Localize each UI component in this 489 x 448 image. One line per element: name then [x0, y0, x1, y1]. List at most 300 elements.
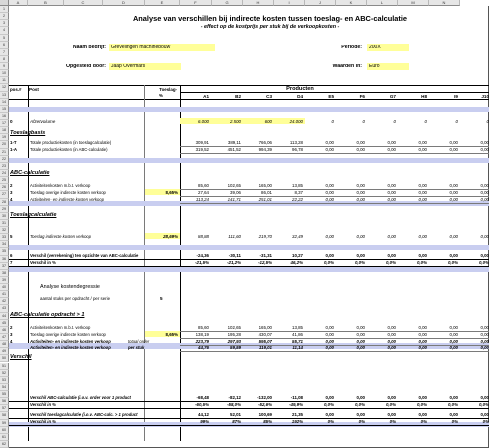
- row-header[interactable]: 7: [0, 49, 9, 56]
- verschil-pos: 6: [10, 253, 13, 258]
- column-header-f[interactable]: F: [180, 0, 212, 6]
- verschil-pos: 7: [10, 260, 13, 265]
- toeslag-cell: 111,60: [228, 234, 241, 239]
- abc-opdracht-label: Activiteiten- en indirecte kosten verkoop: [30, 339, 111, 344]
- verschil-cell: 0,00: [387, 253, 396, 258]
- row-header[interactable]: 42: [0, 298, 9, 305]
- toeslag-cell: 219,70: [258, 234, 272, 239]
- row-header[interactable]: 58: [0, 412, 9, 419]
- afzetvolume-cell: 6.000: [198, 119, 209, 124]
- row-header[interactable]: 13: [0, 92, 9, 99]
- verschil-bottom-cell: 0%: [358, 419, 365, 424]
- row-header[interactable]: 54: [0, 384, 9, 391]
- product-header-c3: C3: [266, 94, 272, 99]
- abc-cell: 0,00: [449, 190, 458, 195]
- column-header-d[interactable]: D: [103, 0, 145, 6]
- abc-opdracht-cell: 59,59: [230, 345, 241, 350]
- column-header-c[interactable]: C: [64, 0, 103, 6]
- abc-opdracht-cell: 0,00: [325, 332, 334, 337]
- abc-opdracht-cell: 0,00: [418, 332, 427, 337]
- verschil-cell: 0,00: [356, 253, 365, 258]
- verschil-bottom-cell: 0,00: [356, 395, 365, 400]
- abc-cell: 0,00: [480, 197, 489, 202]
- abc-opdracht-cell: 0,00: [418, 345, 427, 350]
- verschil-bottom-cell: 0,00: [480, 395, 489, 400]
- abc-opdracht-pos: 2: [10, 325, 13, 330]
- toeslagbasis-cell: 319,52: [195, 147, 209, 152]
- afzetvolume-cell: 0: [393, 119, 396, 124]
- stuks-value: 5: [160, 296, 163, 301]
- abc-opdracht-cell: 85,60: [198, 325, 209, 330]
- abc-opdracht-cell: 0,00: [449, 332, 458, 337]
- abc-opdracht-cell: 0,00: [356, 325, 365, 330]
- abc-cell: 0,00: [325, 197, 334, 202]
- row-border: [180, 153, 489, 154]
- abc-cell: 0,00: [387, 197, 396, 202]
- row-header[interactable]: 37: [0, 263, 9, 270]
- abc-opdracht-cell: 13,85: [292, 325, 303, 330]
- abc-cell: 13,85: [292, 183, 303, 188]
- abc-cell: 85,60: [198, 183, 209, 188]
- verschil-bottom-cell: 0,00: [325, 412, 334, 417]
- abc-opdracht-cell: 430,07: [258, 332, 272, 337]
- row-header[interactable]: 38: [0, 270, 9, 277]
- afzetvolume-cell: 0: [331, 119, 334, 124]
- column-header-i[interactable]: I: [274, 0, 305, 6]
- opgesteld-label: Opgesteld door:: [65, 64, 106, 69]
- toeslagbasis-cell: 766,06: [258, 140, 272, 145]
- verschil-bottom-cell: 0,00: [480, 412, 489, 417]
- toeslagbasis-cell: 451,52: [227, 147, 241, 152]
- row-header[interactable]: 35: [0, 248, 9, 255]
- abc-opdracht-cell: 0,00: [418, 339, 427, 344]
- verschil-bottom-cell: 100,69: [258, 412, 272, 417]
- abc-opdracht-cell: 55,71: [292, 339, 303, 344]
- abc-cell: 0,00: [356, 183, 365, 188]
- abc-opdracht-cell: 0,00: [480, 339, 489, 344]
- verschil-bottom-cell: 0,00: [449, 395, 458, 400]
- verschil-bottom-cell: -11,08: [290, 395, 303, 400]
- bedrijf-label: Naam bedrijf:: [72, 45, 106, 50]
- verschil-bottom-cell: -49,9%: [289, 402, 303, 407]
- abc-opdracht-pos: 3: [10, 332, 13, 337]
- abc-opdracht-pos: 4: [10, 339, 13, 344]
- afzetvolume-cell: 0: [362, 119, 365, 124]
- toeslag-unit: %: [159, 93, 163, 98]
- row-header[interactable]: 60: [0, 427, 9, 434]
- abc-opdracht-cell: 297,93: [227, 339, 241, 344]
- row-header[interactable]: 18: [0, 127, 9, 134]
- abc-cell: 0,00: [449, 183, 458, 188]
- verschil-cell: 46,2%: [290, 260, 303, 265]
- verschil-bottom-cell: 0,0%: [385, 402, 396, 407]
- abc-opdracht-cell: 0,00: [449, 345, 458, 350]
- verschil-cell: 0,00: [480, 253, 489, 258]
- verschil-bottom-cell: -68,48: [196, 395, 209, 400]
- row-header[interactable]: 27: [0, 191, 9, 198]
- toeslagbasis-cell: 309,91: [195, 140, 209, 145]
- afzetvolume-cell: 0: [424, 119, 427, 124]
- band-row: [9, 158, 489, 163]
- verschil-bottom-cell: 0,00: [418, 395, 427, 400]
- abc-cell: 0,00: [325, 183, 334, 188]
- abc-cell: 0,00: [418, 197, 427, 202]
- toeslag-cell: 88,88: [198, 234, 209, 239]
- toeslagbasis-cell: 0,00: [480, 147, 489, 152]
- column-header-a[interactable]: A: [9, 0, 28, 6]
- abc-label: Activiteiten- en indirecte kosten verkoop: [30, 197, 105, 202]
- column-header-m[interactable]: M: [398, 0, 429, 6]
- toeslag-cell: 0,00: [356, 234, 365, 239]
- band-row: [9, 245, 489, 250]
- abc-opdracht-cell: 102,65: [227, 325, 241, 330]
- verschil-bottom-cell: 0,00: [387, 412, 396, 417]
- verschil-bottom-label: Verschil ABC-calculatie (i.o.v. order voor 1 product: [30, 395, 131, 400]
- abc-label: Toeslag overige indirecte kosten verkoop: [30, 190, 106, 195]
- row-border: [9, 408, 489, 409]
- abc-opdracht-cell: 0,00: [449, 325, 458, 330]
- abc-opdracht-extra: per stuk: [128, 345, 145, 350]
- verschil-cell: 0,0%: [354, 260, 365, 265]
- waarden-label: Waarden in:: [332, 64, 362, 69]
- row-header[interactable]: 4: [0, 27, 9, 34]
- abc-cell: 0,00: [449, 197, 458, 202]
- row-header[interactable]: 52: [0, 370, 9, 377]
- abc-cell: 0,00: [387, 190, 396, 195]
- abc-opdracht-cell: 0,00: [449, 339, 458, 344]
- abc-opdracht-cell: 0,00: [418, 325, 427, 330]
- abc-cell: 0,00: [480, 183, 489, 188]
- verschil-cell: -21,5%: [195, 260, 209, 265]
- abc-cell: 0,00: [418, 183, 427, 188]
- abc-cell: 39,06: [230, 190, 241, 195]
- band-row: [9, 267, 489, 272]
- abc-label: Activiteitenkosten m.b.t. verkoop: [30, 183, 91, 188]
- section-toeslag: Toeslagcalculatie: [10, 212, 57, 218]
- abc-cell: 251,01: [258, 197, 272, 202]
- verschil-bottom-label: Verschil in %: [30, 419, 56, 424]
- verschil-bottom-cell: 0,0%: [447, 402, 458, 407]
- opgesteld-value: Jaap Overmars: [111, 64, 146, 69]
- abc-opdracht-cell: 595,07: [258, 339, 272, 344]
- verschil-cell: 0,00: [418, 253, 427, 258]
- abc-opdracht-label: Toeslag overige indirecte kosten verkoop: [30, 332, 106, 337]
- abc-opdracht-cell: 0,00: [387, 339, 396, 344]
- row-header[interactable]: 2: [0, 13, 9, 20]
- producten-underline: [180, 92, 489, 93]
- verschil-bottom-cell: -58,0%: [227, 402, 241, 407]
- abc-cell: 8,37: [294, 190, 303, 195]
- verschil-bottom-cell: 0,0%: [323, 402, 334, 407]
- row-header[interactable]: 49: [0, 348, 9, 355]
- abc-cell: 22,22: [292, 197, 303, 202]
- row-header[interactable]: 34: [0, 241, 9, 248]
- row-header[interactable]: 62: [0, 441, 9, 448]
- row-header[interactable]: 29: [0, 206, 9, 213]
- row-header[interactable]: 21: [0, 149, 9, 156]
- row-header[interactable]: 8: [0, 56, 9, 63]
- row-header[interactable]: 61: [0, 434, 9, 441]
- row-header[interactable]: 23: [0, 163, 9, 170]
- verschil-bottom-cell: 0,00: [449, 412, 458, 417]
- page-subtitle: - effect op de kostprijs per stuk bij de verkoopkosten -: [200, 24, 340, 30]
- abc-opdracht-cell: 44,76: [198, 345, 209, 350]
- row-header[interactable]: 6: [0, 42, 9, 49]
- section-verschil: Verschil: [10, 354, 32, 360]
- verschil-bottom-cell: -82,12: [228, 395, 241, 400]
- column-header-h[interactable]: H: [243, 0, 274, 6]
- abc-cell: 27,64: [198, 190, 209, 195]
- abc-cell: 0,00: [480, 190, 489, 195]
- row-header[interactable]: 51: [0, 363, 9, 370]
- toeslagbasis-label: Totale productiekosten (in ABC-calculatie): [30, 147, 108, 152]
- row-header[interactable]: 48: [0, 341, 9, 348]
- verschil-bottom-cell: 0,00: [356, 412, 365, 417]
- pos-header: pos.#: [10, 87, 22, 92]
- abc-cell: 0,00: [356, 197, 365, 202]
- verschil-cell: 10,27: [292, 253, 303, 258]
- abc-opdracht-cell: 0,00: [356, 345, 365, 350]
- row-header[interactable]: 46: [0, 327, 9, 334]
- abc-cell: 113,24: [195, 197, 209, 202]
- row-header[interactable]: 25: [0, 177, 9, 184]
- abc-opdracht-cell: 223,79: [195, 339, 209, 344]
- toeslagbasis-cell: 0,00: [449, 147, 458, 152]
- toeslag-label: Toeslag indirecte kosten verkoop: [30, 234, 92, 239]
- row-header[interactable]: 43: [0, 305, 9, 312]
- abc-opdracht-cell: 138,19: [195, 332, 209, 337]
- abc-opdracht-cell: 0,00: [387, 332, 396, 337]
- toeslag-cell: 32,49: [292, 234, 303, 239]
- toeslagbasis-cell: 0,00: [325, 147, 334, 152]
- section-toeslagbasis: Toeslagbasis: [10, 130, 46, 136]
- toeslag-cell: 0,00: [480, 234, 489, 239]
- row-header[interactable]: 9: [0, 63, 9, 70]
- row-header[interactable]: 3: [0, 20, 9, 27]
- toeslagbasis-cell: 389,11: [227, 140, 241, 145]
- abc-opdracht-cell: 165,00: [258, 325, 272, 330]
- row-header[interactable]: 47: [0, 334, 9, 341]
- row-header[interactable]: 17: [0, 120, 9, 127]
- toeslagbasis-cell: 994,39: [258, 147, 272, 152]
- abc-opdracht-cell: 0,00: [356, 339, 365, 344]
- verschil-bottom-cell: 0,0%: [416, 402, 427, 407]
- row-header[interactable]: 44: [0, 313, 9, 320]
- abc-opdracht-cell: 0,00: [356, 332, 365, 337]
- verschil-bottom-cell: 0,00: [387, 395, 396, 400]
- row-border: [9, 425, 489, 426]
- product-header-f6: F6: [359, 94, 365, 99]
- row-header[interactable]: 50: [0, 355, 9, 362]
- band-row: [9, 107, 489, 112]
- row-header[interactable]: 33: [0, 234, 9, 241]
- abc-opdracht-cell: 0,00: [325, 325, 334, 330]
- abc-cell: 0,00: [325, 190, 334, 195]
- row-header[interactable]: 22: [0, 156, 9, 163]
- row-header[interactable]: 1: [0, 6, 9, 13]
- row-header[interactable]: 59: [0, 420, 9, 427]
- row-header[interactable]: 28: [0, 199, 9, 206]
- row-header[interactable]: 14: [0, 99, 9, 106]
- afzetvolume-label: Afzetvolume: [30, 119, 56, 124]
- row-header[interactable]: 11: [0, 77, 9, 84]
- verschil-bottom-cell: 0,0%: [478, 402, 489, 407]
- toeslag-cell: 0,00: [387, 234, 396, 239]
- abc-opdracht-cell: 195,28: [227, 332, 241, 337]
- row-header[interactable]: 12: [0, 84, 9, 91]
- row-header[interactable]: 32: [0, 227, 9, 234]
- abc-opdracht-cell: 0,00: [480, 332, 489, 337]
- toeslagbasis-cell: 113,28: [289, 140, 303, 145]
- toeslagbasis-cell: 0,00: [387, 140, 396, 145]
- verschil-bottom-cell: 52,01: [230, 412, 241, 417]
- row-header[interactable]: 15: [0, 106, 9, 113]
- row-header[interactable]: 26: [0, 184, 9, 191]
- verschil-bottom-cell: 87%: [232, 419, 241, 424]
- product-header-h8: H8: [421, 94, 427, 99]
- row-header[interactable]: 16: [0, 113, 9, 120]
- row-border: [180, 351, 489, 352]
- header-top-border: [9, 85, 489, 86]
- verschil-bottom-cell: 0%: [482, 419, 489, 424]
- abc-opdracht-label: Activiteiten- en indirecte kosten verkoop: [30, 345, 111, 350]
- row-header[interactable]: 40: [0, 284, 9, 291]
- verschil-cell: -30,11: [228, 253, 241, 258]
- afzetvolume-cell: 24.000: [289, 119, 303, 124]
- toeslagbasis-cell: 96,78: [292, 147, 303, 152]
- header-bottom-border: [9, 99, 489, 100]
- column-header-g[interactable]: G: [212, 0, 243, 6]
- verschil-bottom-cell: 21,35: [292, 412, 303, 417]
- verschil-cell: 0,0%: [447, 260, 458, 265]
- column-header-b[interactable]: B: [28, 0, 64, 6]
- toeslag-cell: 0,00: [325, 234, 334, 239]
- verschil-cell: 0,0%: [478, 260, 489, 265]
- verschil-cell: 0,0%: [323, 260, 334, 265]
- verschil-label: Verschil (verrekening) ten opzichte van ABC-calculatie: [30, 253, 139, 258]
- waarden-value: Euro: [369, 64, 380, 69]
- row-header[interactable]: 45: [0, 320, 9, 327]
- product-header-d4: D4: [297, 94, 303, 99]
- verschil-bottom-cell: 192%: [291, 419, 303, 424]
- row-header[interactable]: 53: [0, 377, 9, 384]
- product-header-a1: A1: [203, 94, 209, 99]
- column-header-n[interactable]: N: [429, 0, 460, 6]
- toeslagbasis-cell: 0,00: [418, 140, 427, 145]
- verschil-bottom-cell: -132,00: [257, 395, 272, 400]
- abc-cell: 165,00: [258, 183, 272, 188]
- abc-pos: 2: [10, 183, 13, 188]
- verschil-label: Verschil in %: [30, 260, 56, 265]
- verschil-bottom-cell: 0%: [327, 419, 334, 424]
- row-header[interactable]: 41: [0, 291, 9, 298]
- verschil-cell: 0,00: [325, 253, 334, 258]
- product-header-j10: J10: [481, 94, 489, 99]
- column-header-j[interactable]: J: [305, 0, 336, 6]
- section-abc: ABC-calculatie: [10, 170, 50, 176]
- afzetvolume-cell: 2.500: [230, 119, 241, 124]
- abc-cell: 141,71: [227, 197, 241, 202]
- row-border: [9, 266, 489, 267]
- toeslagbasis-label: Totale productiekosten (in toeslagcalculatie): [30, 140, 112, 145]
- abc-opdracht-cell: 41,86: [292, 332, 303, 337]
- afzetvolume-cell: 600: [264, 119, 272, 124]
- toeslagbasis-cell: 0,00: [418, 147, 427, 152]
- abc-cell: 0,00: [356, 190, 365, 195]
- toeslagbasis-pos: 1-A: [10, 147, 18, 152]
- verschil-bottom-cell: 99%: [200, 419, 209, 424]
- column-header-l[interactable]: L: [367, 0, 398, 6]
- toeslagbasis-cell: 0,00: [449, 140, 458, 145]
- abc-opdracht-cell: 0,00: [387, 345, 396, 350]
- stuks-label: aantal stuks per opdracht / per serie: [40, 296, 111, 301]
- verschil-bottom-cell: 85%: [263, 419, 272, 424]
- abc-opdracht-cell: 0,00: [325, 339, 334, 344]
- verschil-cell: -24,36: [196, 253, 209, 258]
- row-header[interactable]: 57: [0, 405, 9, 412]
- row-header[interactable]: 19: [0, 134, 9, 141]
- producten-header: Producten: [286, 86, 314, 92]
- abc-pct-value: 8,65%: [165, 190, 178, 195]
- abc-cell: 102,65: [227, 183, 241, 188]
- abc-pos: 3: [10, 190, 13, 195]
- toeslag-cell: 0,00: [418, 234, 427, 239]
- afzetvolume-pos: 0: [10, 119, 13, 124]
- toeslag-header: Toeslag-: [159, 87, 177, 92]
- bedrijf-value: Grevelingen machinebouw: [111, 45, 171, 50]
- row-header[interactable]: 31: [0, 220, 9, 227]
- row-header[interactable]: 36: [0, 256, 9, 263]
- row-header[interactable]: 55: [0, 391, 9, 398]
- verschil-cell: -31,31: [259, 253, 272, 258]
- row-header[interactable]: 24: [0, 170, 9, 177]
- section-abc-opdracht: ABC-calculatie opdracht > 1: [10, 312, 85, 318]
- abc-opdracht-label: Activiteitenkosten m.b.t. verkoop: [30, 325, 91, 330]
- row-header[interactable]: 56: [0, 398, 9, 405]
- row-header[interactable]: 10: [0, 70, 9, 77]
- abc-opdracht-extra: totaal order: [128, 339, 150, 344]
- row-header[interactable]: 39: [0, 277, 9, 284]
- toeslag-pct-value: 28,69%: [163, 234, 178, 239]
- product-header-b2: B2: [235, 94, 241, 99]
- afzetvolume-cell: 0: [455, 119, 458, 124]
- row-header[interactable]: 20: [0, 141, 9, 148]
- row-header[interactable]: 5: [0, 35, 9, 42]
- product-header-e5: E5: [328, 94, 334, 99]
- column-header-e[interactable]: E: [145, 0, 180, 6]
- verschil-cell: -21,2%: [227, 260, 241, 265]
- periode-label: Periode:: [341, 45, 362, 50]
- abc-opdracht-cell: 0,00: [480, 345, 489, 350]
- verschil-bottom-cell: 0%: [389, 419, 396, 424]
- afzetvolume-cell: 0: [486, 119, 489, 124]
- toeslagbasis-cell: 0,00: [356, 147, 365, 152]
- section-analyse: Analyse kostendegressie: [40, 284, 100, 290]
- row-border: [180, 203, 489, 204]
- row-header[interactable]: 30: [0, 213, 9, 220]
- toeslagbasis-cell: 0,00: [325, 140, 334, 145]
- verschil-bottom-cell: -52,6%: [258, 402, 272, 407]
- verschil-cell: 0,00: [449, 253, 458, 258]
- page-title: Analyse van verschillen bij indirecte kosten tussen toeslag- en ABC-calculatie: [132, 15, 408, 23]
- toeslagbasis-cell: 0,00: [356, 140, 365, 145]
- verschil-cell: 0,0%: [416, 260, 427, 265]
- column-header-k[interactable]: K: [336, 0, 367, 6]
- abc-cell: 86,01: [261, 190, 272, 195]
- verschil-cell: 0,0%: [385, 260, 396, 265]
- verschil-cell: -12,5%: [258, 260, 272, 265]
- toeslagbasis-cell: 0,00: [480, 140, 489, 145]
